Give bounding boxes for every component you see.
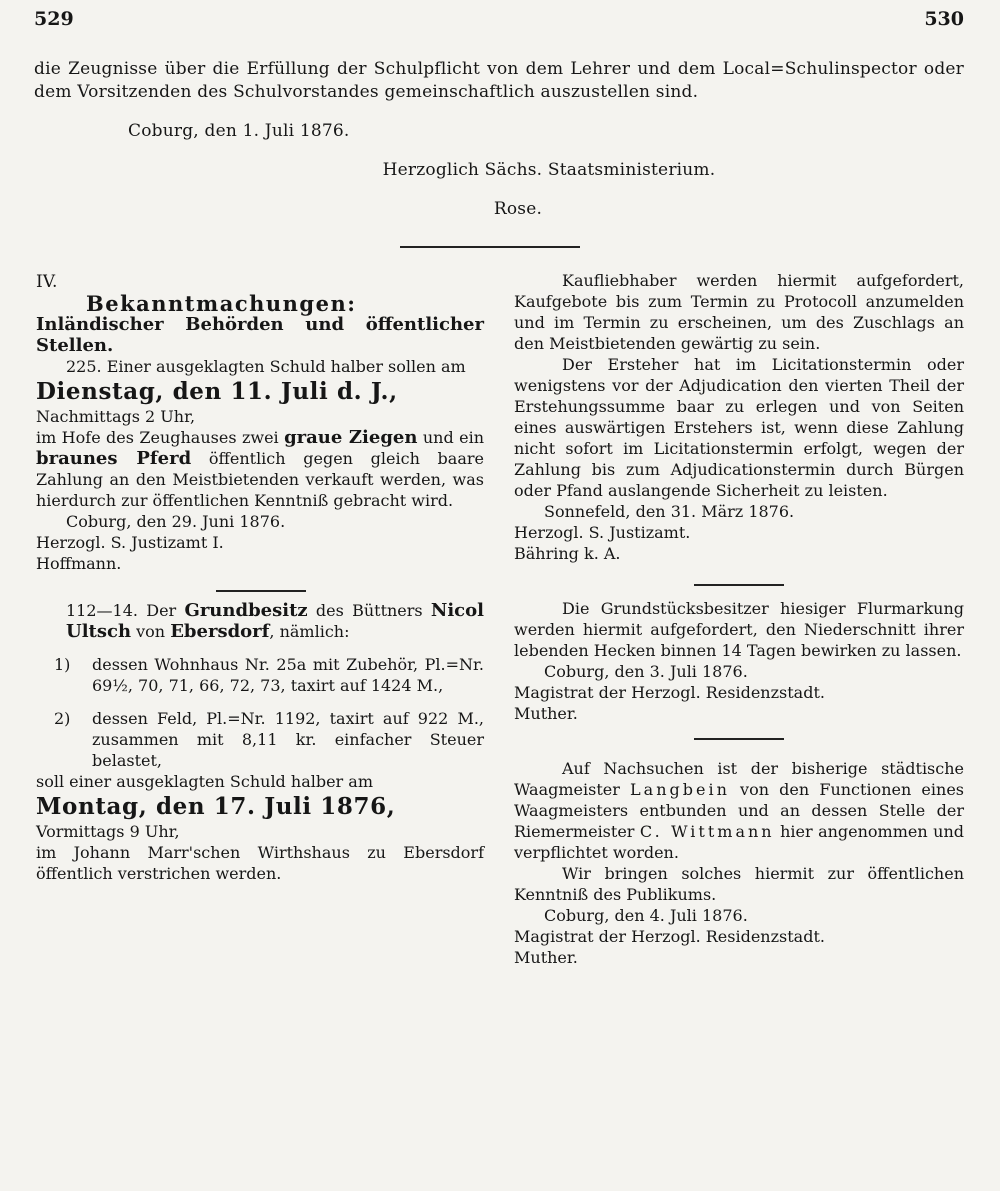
- divider-right-2-wrap: [514, 724, 964, 758]
- section-number: IV.: [36, 272, 58, 292]
- notice-3-paragraph-1: [514, 758, 964, 863]
- notice-112-lead-d: , nämlich:: [269, 622, 350, 641]
- left-column: [36, 272, 484, 884]
- notice-225-office: Herzogl. S. Justizamt I.: [36, 533, 224, 552]
- notice-2-text: Die Grundstücksbesitzer hiesiger Flurmarkung werden hiermit aufgefordert, den Niederschnitt ihrer lebenden Hecken binnen 14 Tagen bewirken zu lassen.: [514, 599, 964, 660]
- notice-3-office: Magistrat der Herzogl. Residenzstadt.: [514, 927, 825, 946]
- divider-left-wrap: [36, 574, 484, 600]
- notice-225-time: Nachmittags 2 Uhr,: [36, 407, 196, 426]
- section-title: Bekanntmachungen:: [86, 291, 357, 316]
- notice-225-body-b: und ein: [422, 428, 485, 447]
- top-section: [34, 58, 964, 221]
- notice-112-time: Vormittags 9 Uhr,: [36, 822, 180, 841]
- notice-112-tail: im Johann Marr'schen Wirthshaus zu Ebersdorf öffentlich verstrichen werden.: [36, 843, 484, 883]
- top-ministry: Herzoglich Sächs. Staatsministerium.: [382, 160, 716, 180]
- list-item-text: dessen Feld, Pl.=Nr. 1192, taxirt auf 922 M., zusammen mit 8,11 kr. einfacher Steuer belastet,: [92, 709, 484, 770]
- notice-2-date: Coburg, den 3. Juli 1876.: [544, 662, 748, 681]
- top-date: Coburg, den 1. Juli 1876.: [128, 121, 350, 141]
- notice-112-emph-property: Grundbesitz: [184, 600, 308, 621]
- notice-3-name-langbein: Langbein: [630, 780, 730, 799]
- notice-3-p1-c: hier angenommen und verpflichtet worden.: [514, 822, 964, 862]
- notice-225-emph-goats: graue Ziegen: [284, 427, 418, 448]
- notice-225-date: Dienstag, den 11. Juli d. J.,: [36, 378, 398, 405]
- notice-112-date: Montag, den 17. Juli 1876,: [36, 793, 396, 820]
- divider-right-2: [694, 738, 784, 740]
- notice-225-body-a: im Hofe des Zeughauses zwei: [36, 428, 279, 447]
- notice-3-date: Coburg, den 4. Juli 1876.: [544, 906, 748, 925]
- notice-1-date: Sonnefeld, den 31. März 1876.: [544, 502, 795, 521]
- notice-225-signature: Hoffmann.: [36, 554, 122, 573]
- top-signature: Rose.: [493, 199, 543, 219]
- notice-225-body: [36, 427, 484, 511]
- notice-112-emph-owner: Nicol Ultsch: [66, 600, 484, 642]
- list-item: [36, 654, 484, 696]
- notice-1-paragraph-2: Der Ersteher hat im Licitationstermin oder wenigstens vor der Adjudication den vierten Theil der Erstehungssumme baar zu erlegen und von Seiten eines auswärtigen Erstehers ist, wenn diese Zahlung nicht sofort im Licitationstermin erfolgt, wegen der Zahlung bis zum Adjudicationstermin durch Bürgen oder Pfand auslangende Sicherheit zu leisten.: [514, 355, 964, 500]
- notice-225-emph-horse: braunes Pferd: [36, 448, 192, 469]
- page-number-left: 529: [34, 8, 74, 30]
- notice-2-office: Magistrat der Herzogl. Residenzstadt.: [514, 683, 825, 702]
- notice-1-office: Herzogl. S. Justizamt.: [514, 523, 691, 542]
- notice-3-p1-a: Auf Nachsuchen ist der bisherige städtische Waagmeister: [514, 759, 964, 799]
- section-subtitle: Inländischer Behörden und öffentlicher Stellen.: [36, 314, 484, 356]
- divider-top: [400, 246, 580, 248]
- notice-3-p1-b: von den Functionen eines Waagmeisters entbunden und an dessen Stelle der Riemermeister: [514, 780, 964, 841]
- divider-right-1: [694, 584, 784, 586]
- notice-3-name-wittmann: C. Wittmann: [639, 822, 775, 841]
- divider-right-1-wrap: [514, 564, 964, 598]
- notice-112-lead-c: von: [136, 622, 166, 641]
- notice-112-lead-a: 112—14. Der: [66, 601, 177, 620]
- notice-3-paragraph-2: Wir bringen solches hiermit zur öffentlichen Kenntniß des Publikums.: [514, 864, 964, 904]
- list-item: [36, 708, 484, 771]
- top-paragraph: die Zeugnisse über die Erfüllung der Schulpflicht von dem Lehrer und dem Local=Schulinspector oder dem Vorsitzenden des Schulvorstandes gemeinschaftlich auszustellen sind.: [34, 59, 964, 102]
- page-number-right: 530: [924, 8, 964, 30]
- right-column: [514, 270, 964, 968]
- divider-left: [216, 590, 306, 592]
- notice-112-mid: soll einer ausgeklagten Schuld halber am: [36, 772, 373, 791]
- notice-3-signature: Muther.: [514, 948, 578, 967]
- notice-225-date-line: Coburg, den 29. Juni 1876.: [66, 512, 286, 531]
- notice-1-signature: Bähring k. A.: [514, 544, 621, 563]
- list-item-number: 2): [54, 709, 71, 728]
- notice-1-paragraph-1: Kaufliebhaber werden hiermit aufgefordert, Kaufgebote bis zum Termin zu Protocoll anzumelden und im Termin zu erscheinen, um des Zuschlags an den Meistbietenden gewärtig zu sein.: [514, 271, 964, 353]
- notice-225-lead: 225. Einer ausgeklagten Schuld halber sollen am: [66, 357, 466, 376]
- notice-2-signature: Muther.: [514, 704, 578, 723]
- notice-112-lead-b: des Büttners: [315, 601, 423, 620]
- list-item-text: dessen Wohnhaus Nr. 25a mit Zubehör, Pl.=Nr. 69½, 70, 71, 66, 72, 73, taxirt auf 1424 M.,: [92, 655, 484, 695]
- notice-112-emph-place: Ebersdorf: [170, 621, 270, 642]
- notice-112-lead: [36, 600, 484, 642]
- list-item-number: 1): [54, 655, 71, 674]
- notice-225-body-c: öffentlich gegen gleich baare Zahlung an den Meistbietenden verkauft werden, was hierdurch zur öffentlichen Kenntniß gebracht wird.: [36, 449, 484, 510]
